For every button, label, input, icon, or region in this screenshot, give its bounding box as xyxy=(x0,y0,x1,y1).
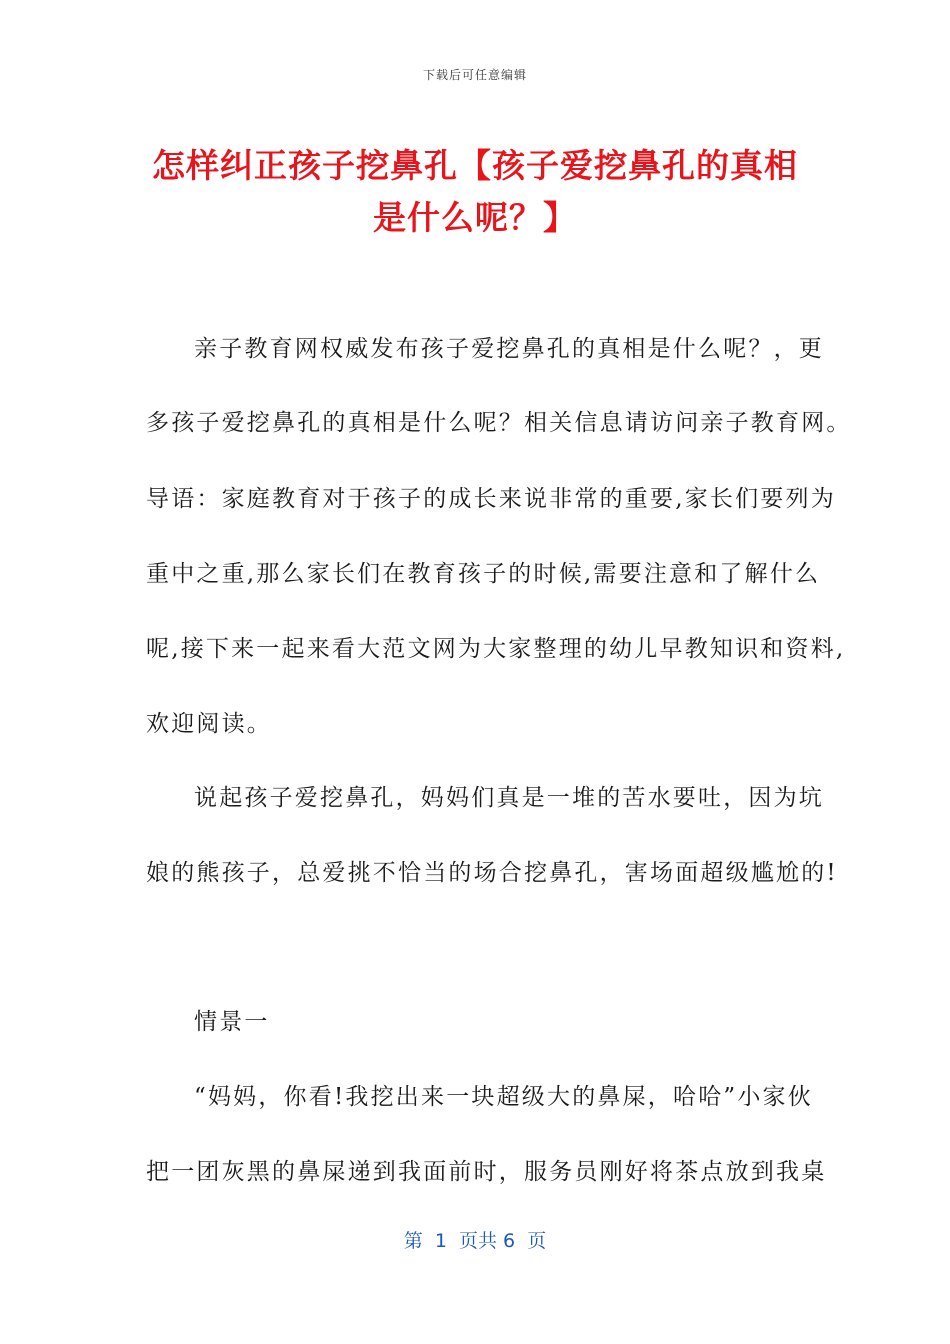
body-line-2: 多孩子爱挖鼻孔的真相是什么呢？相关信息请访问亲子教育网。 xyxy=(146,410,852,436)
body-line-1: 亲子教育网权威发布孩子爱挖鼻孔的真相是什么呢？，更 xyxy=(194,336,824,362)
title-line-1: 怎样纠正孩子挖鼻孔【孩子爱挖鼻孔的真相 xyxy=(152,146,798,185)
header-note: 下载后可任意编辑 xyxy=(422,68,527,82)
body-line-10: “妈妈，你看!我挖出来一块超级大的鼻屎，哈哈”小家伙 xyxy=(194,1084,813,1110)
page-number-footer: 第 1 页共 6 页 xyxy=(403,1230,547,1252)
body-line-11: 把一团灰黑的鼻屎递到我面前时，服务员刚好将茶点放到我桌 xyxy=(146,1159,827,1185)
title-line-2: 是什么呢？】 xyxy=(373,198,577,237)
body-line-8: 娘的熊孩子，总爱挑不恰当的场合挖鼻孔，害场面超级尴尬的! xyxy=(146,860,838,886)
document-title xyxy=(120,140,830,244)
body-line-3: 导语：家庭教育对于孩子的成长来说非常的重要,家长们要列为 xyxy=(146,486,836,512)
body-line-4: 重中之重,那么家长们在教育孩子的时候,需要注意和了解什么 xyxy=(146,561,821,587)
body-line-7: 说起孩子爱挖鼻孔，妈妈们真是一堆的苦水要吐，因为坑 xyxy=(194,785,824,811)
body-line-5: 呢,接下来一起来看大范文网为大家整理的幼儿早教知识和资料, xyxy=(146,636,846,662)
section-heading: 情景一 xyxy=(194,1009,270,1035)
body-line-6: 欢迎阅读。 xyxy=(146,711,272,737)
